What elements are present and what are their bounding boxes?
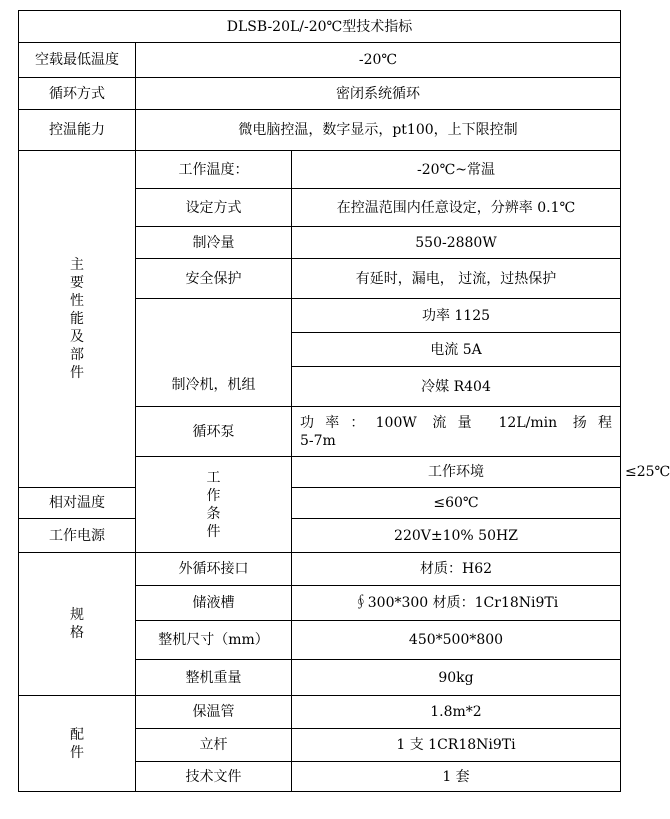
- row-value: ∮300*300 材质：1Cr18Ni9Ti: [292, 586, 621, 621]
- row-value: 450*500*800: [292, 621, 621, 660]
- row-label: 工作温度：: [136, 151, 292, 189]
- table-row: 工 作 条 件 工作环境 ≤25℃: [19, 457, 621, 488]
- table-title: DLSB-20L/-20℃型技术指标: [19, 11, 621, 43]
- row-label: 工作电源: [19, 519, 136, 553]
- table-row: [19, 78, 621, 110]
- row-value: 功率 1125: [292, 299, 621, 333]
- row-label: 控温能力: [19, 110, 136, 151]
- pump-line-2: 5-7m: [300, 432, 336, 449]
- row-value: ≤60℃: [292, 488, 621, 519]
- row-label: 保温管: [136, 696, 292, 729]
- row-value: 220V±10% 50HZ: [292, 519, 621, 553]
- row-label: 制冷机，机组: [136, 299, 292, 407]
- group-conditions: 工 作 条 件: [136, 457, 292, 553]
- group-accessories: 配 件: [19, 696, 136, 792]
- table-row: [19, 519, 621, 553]
- row-value: 电流 5A: [292, 333, 621, 367]
- row-value: 550-2880W: [292, 227, 621, 259]
- title-row: [19, 11, 621, 43]
- row-value: -20℃~常温: [292, 151, 621, 189]
- row-label: 循环泵: [136, 407, 292, 457]
- row-value: 密闭系统循环: [136, 78, 621, 110]
- row-value: 90kg: [292, 660, 621, 696]
- row-value: 有延时，漏电， 过流，过热保护: [292, 259, 621, 299]
- group-specs: 规 格: [19, 553, 136, 696]
- table-row: [19, 43, 621, 78]
- row-label: 制冷量: [136, 227, 292, 259]
- row-label: 外循环接口: [136, 553, 292, 586]
- row-label: 循环方式: [19, 78, 136, 110]
- row-value: 材质：H62: [292, 553, 621, 586]
- table-row: [19, 696, 621, 729]
- pump-line-1: 功率：100W 流量 12L/min 扬程: [300, 414, 612, 431]
- table-row: [19, 110, 621, 151]
- row-label: 设定方式: [136, 189, 292, 227]
- row-label: 技术文件: [136, 762, 292, 792]
- table-row: [19, 553, 621, 586]
- row-label: 工作环境: [292, 457, 621, 488]
- row-value: 1 套: [292, 762, 621, 792]
- row-label: 整机尺寸（mm）: [136, 621, 292, 660]
- row-label: 储液槽: [136, 586, 292, 621]
- spec-table: [18, 10, 670, 792]
- row-value-pump: [292, 407, 621, 457]
- row-label: 立杆: [136, 729, 292, 762]
- group-main-performance: 主 要 性 能 及 部 件: [19, 151, 136, 488]
- row-label: 整机重量: [136, 660, 292, 696]
- row-label: 空载最低温度: [19, 43, 136, 78]
- table-row: [19, 151, 621, 189]
- row-label: 相对温度: [19, 488, 136, 519]
- row-value: -20℃: [136, 43, 621, 78]
- row-value: 冷媒 R404: [292, 367, 621, 407]
- row-value: 微电脑控温，数字显示，pt100，上下限控制: [136, 110, 621, 151]
- row-value: 1 支 1CR18Ni9Ti: [292, 729, 621, 762]
- table-row: [19, 488, 621, 519]
- row-value: 1.8m*2: [292, 696, 621, 729]
- row-label: 安全保护: [136, 259, 292, 299]
- row-value: 在控温范围内任意设定，分辨率 0.1℃: [292, 189, 621, 227]
